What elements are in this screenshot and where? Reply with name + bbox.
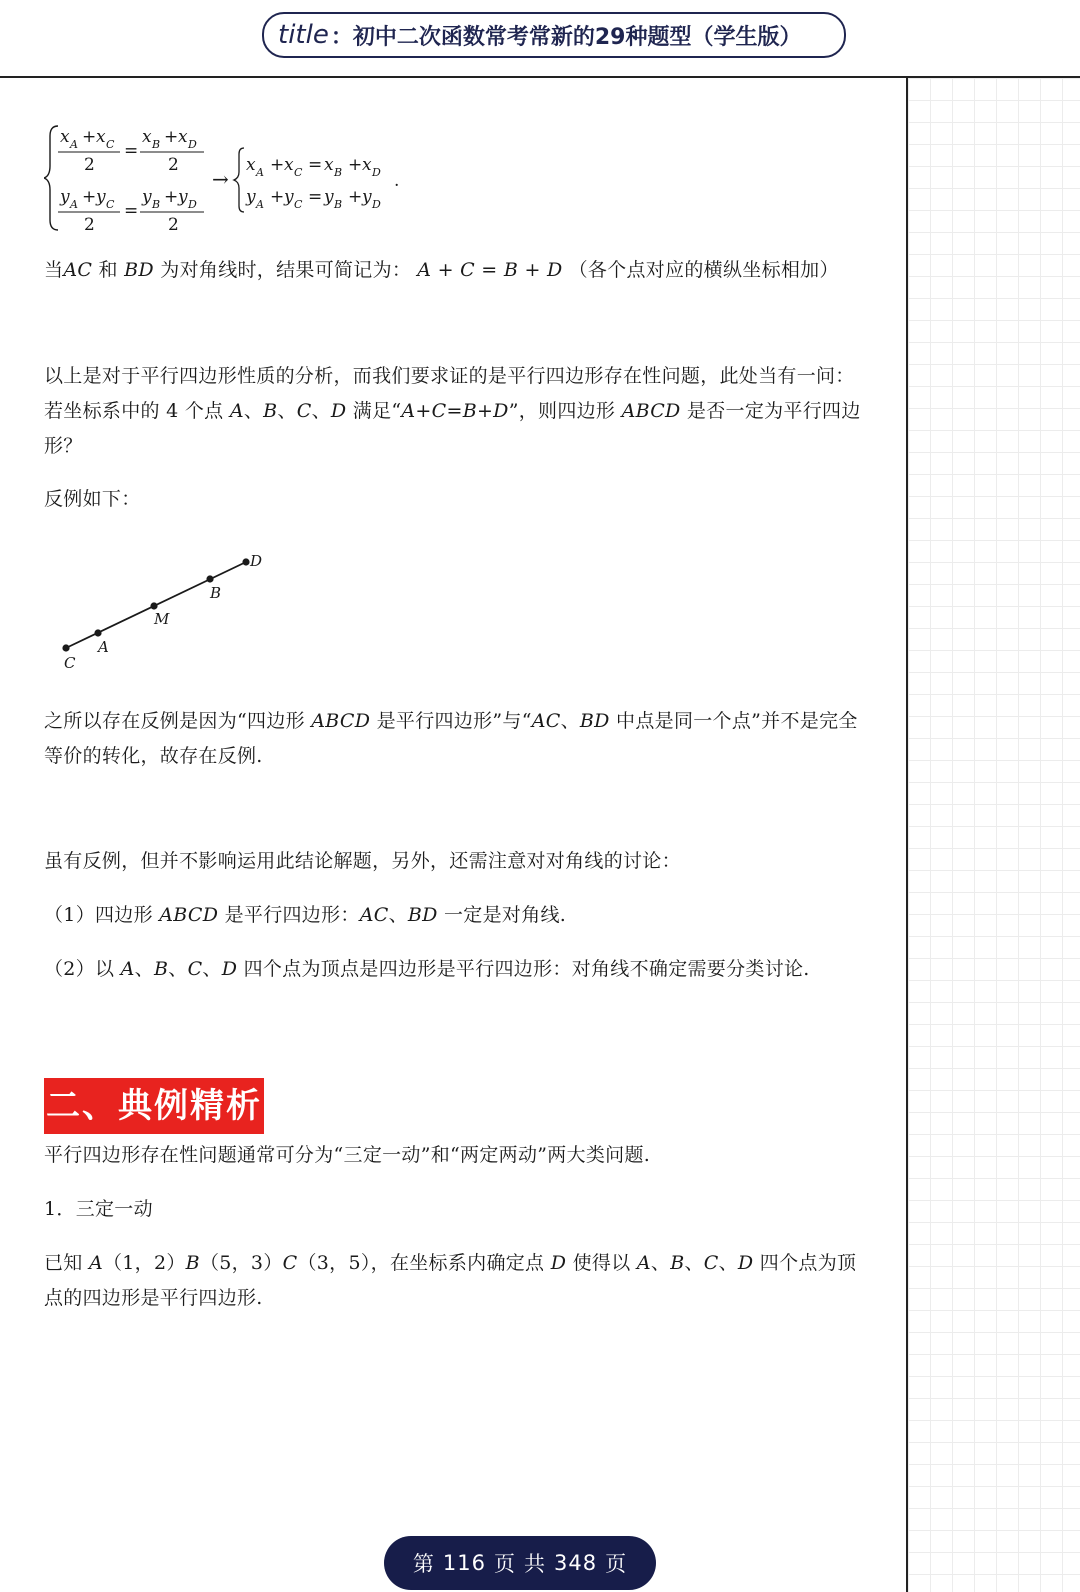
page-indicator[interactable]: 第 116 页 共 348 页: [384, 1536, 656, 1590]
svg-text:C: C: [294, 198, 303, 211]
svg-text:2: 2: [168, 155, 179, 175]
label-B: B: [210, 584, 222, 602]
svg-text:x: x: [96, 127, 106, 147]
svg-text:D: D: [188, 138, 197, 151]
current-page-number: 116: [442, 1551, 486, 1575]
label-A: A: [98, 638, 109, 656]
svg-text:+: +: [82, 187, 97, 207]
svg-text:x: x: [324, 155, 334, 175]
svg-text:+: +: [348, 187, 363, 207]
title-text: 初中二次函数常考常新的29种题型（学生版）: [352, 24, 802, 50]
svg-text:B: B: [152, 198, 161, 211]
paragraph-diagonal-summary: 当AC 和 BD 为对角线时，结果可简记为： A + C = B + D （各个点对应的横纵坐标相加）: [44, 259, 839, 281]
paragraph-example-problem: 已知 A（1，2）B（5，3）C（3，5），在坐标系内确定点 D 使得以 A、B、C、D 四个点为顶点的四边形是平行四边形.: [44, 1252, 857, 1309]
label-D: D: [250, 552, 263, 570]
section-heading: 二、典例精析: [44, 1078, 264, 1134]
point-B: [206, 575, 213, 582]
paragraph-diagonal-note: 虽有反例，但并不影响运用此结论解题，另外，还需注意对对角线的讨论：: [44, 850, 681, 872]
svg-text:+: +: [164, 187, 179, 207]
svg-text:x: x: [178, 127, 188, 147]
svg-text:=: =: [124, 201, 139, 221]
svg-text:A: A: [70, 198, 78, 211]
svg-text:B: B: [152, 138, 161, 151]
point-C: [62, 644, 69, 651]
svg-text:D: D: [372, 198, 381, 211]
subheading-three-fixed-one-moving: 1．三定一动: [44, 1198, 153, 1220]
total-page-count: 348: [554, 1551, 598, 1575]
paragraph-problem-types: 平行四边形存在性问题通常可分为“三定一动”和“两定两动”两大类问题.: [44, 1144, 651, 1166]
svg-text:A: A: [70, 138, 78, 151]
title-label: title: [278, 20, 329, 50]
paragraph-question: 以上是对于平行四边形性质的分析，而我们要求证的是平行四边形存在性问题，此处当有一问：若坐标系中的 4 个点 A、B、C、D 满足“A+C=B+D”，则四边形 ABCD 是否一定为平行四边形？: [44, 365, 861, 457]
svg-text:x: x: [142, 127, 152, 147]
svg-text:x: x: [362, 155, 372, 175]
label-C: C: [64, 654, 76, 672]
document-page: [0, 78, 906, 1592]
svg-text:D: D: [372, 166, 381, 179]
header-bar: [0, 0, 1080, 78]
svg-text:C: C: [106, 138, 115, 151]
label-M: M: [154, 610, 170, 628]
svg-text:=: =: [308, 155, 323, 175]
midpoint-formula: [44, 118, 424, 238]
left-brace: [44, 126, 58, 230]
f-x1: x: [60, 127, 70, 147]
svg-text:+: +: [270, 155, 285, 175]
point-A: [94, 629, 101, 636]
svg-text:C: C: [294, 166, 303, 179]
svg-text:=: =: [308, 187, 323, 207]
svg-text:+: +: [82, 127, 97, 147]
svg-text:C: C: [106, 198, 115, 211]
svg-text:A: A: [256, 166, 264, 179]
counterexample-diagram: [50, 548, 290, 678]
svg-text:y: y: [60, 187, 70, 207]
svg-text:y: y: [324, 187, 334, 207]
svg-text:y: y: [142, 187, 152, 207]
side-grid-pane: [906, 78, 1080, 1592]
svg-text:2: 2: [168, 215, 179, 235]
svg-text:x: x: [246, 155, 256, 175]
document-title: [262, 12, 846, 58]
svg-text:x: x: [284, 155, 294, 175]
paragraph-case-1: （1）四边形 ABCD 是平行四边形：AC、BD 一定是对角线.: [44, 904, 567, 926]
svg-text:.: .: [394, 171, 400, 191]
paragraph-counterexample-reason: 之所以存在反例是因为“四边形 ABCD 是平行四边形”与“AC、BD 中点是同一个点”并不是完全等价的转化，故存在反例.: [44, 710, 858, 767]
svg-text:y: y: [96, 187, 106, 207]
title-separator: ：: [330, 24, 353, 50]
svg-text:+: +: [164, 127, 179, 147]
point-D: [242, 558, 249, 565]
right-system-brace: [234, 148, 244, 212]
svg-text:+: +: [348, 155, 363, 175]
arrow: →: [212, 167, 229, 191]
svg-text:y: y: [178, 187, 188, 207]
svg-text:B: B: [334, 166, 343, 179]
svg-text:B: B: [334, 198, 343, 211]
svg-text:D: D: [188, 198, 197, 211]
svg-text:A: A: [256, 198, 264, 211]
paragraph-case-2: （2）以 A、B、C、D 四个点为顶点是四边形是平行四边形：对角线不确定需要分类讨论.: [44, 958, 810, 980]
svg-text:2: 2: [84, 215, 95, 235]
svg-text:=: =: [124, 141, 139, 161]
svg-text:+: +: [270, 187, 285, 207]
svg-text:y: y: [284, 187, 294, 207]
svg-text:2: 2: [84, 155, 95, 175]
paragraph-counterexample-intro: 反例如下：: [44, 488, 141, 510]
svg-text:y: y: [362, 187, 372, 207]
svg-text:y: y: [246, 187, 256, 207]
point-M: [150, 602, 157, 609]
